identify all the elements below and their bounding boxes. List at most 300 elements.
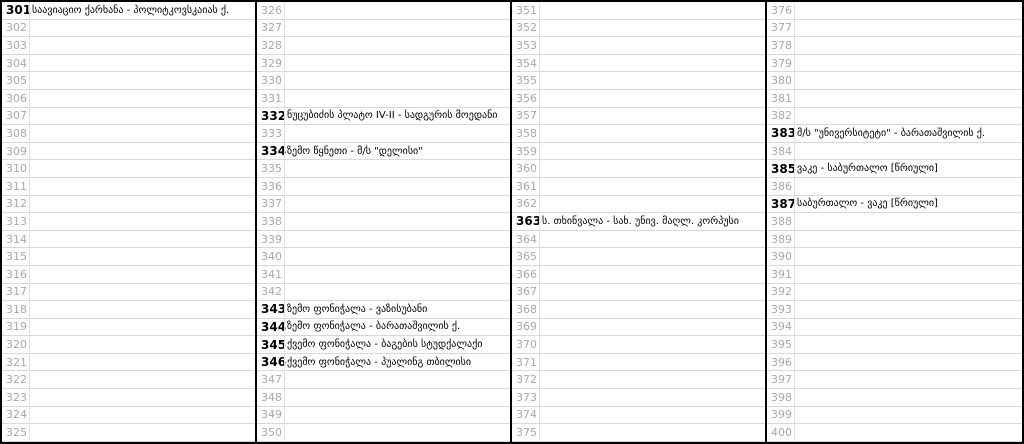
route-number: 352 bbox=[516, 21, 537, 35]
table-row[interactable] bbox=[767, 354, 1022, 372]
row-divider bbox=[794, 196, 795, 213]
route-number: 386 bbox=[771, 179, 792, 193]
route-number: 321 bbox=[6, 355, 27, 369]
table-row[interactable] bbox=[2, 389, 255, 407]
route-number: 373 bbox=[516, 390, 537, 404]
row-divider bbox=[539, 143, 540, 160]
table-row[interactable] bbox=[2, 301, 255, 319]
route-number: 333 bbox=[261, 126, 282, 140]
row-divider bbox=[284, 125, 285, 142]
route-name: ნუცუბიძის პლატო IV-II - სადგურის მოედანი bbox=[287, 110, 498, 122]
route-number: 388 bbox=[771, 214, 792, 228]
route-number: 357 bbox=[516, 109, 537, 123]
route-number: 335 bbox=[261, 162, 282, 176]
route-number: 384 bbox=[771, 144, 792, 158]
route-number: 331 bbox=[261, 91, 282, 105]
table-row[interactable] bbox=[512, 371, 765, 389]
row-divider bbox=[284, 160, 285, 177]
row-divider bbox=[539, 301, 540, 318]
row-divider bbox=[29, 319, 30, 336]
table-row[interactable] bbox=[767, 90, 1022, 108]
table-row[interactable] bbox=[257, 108, 510, 126]
route-number: 347 bbox=[261, 373, 282, 387]
table-row[interactable] bbox=[257, 72, 510, 90]
table-row[interactable] bbox=[512, 178, 765, 196]
table-row[interactable] bbox=[767, 37, 1022, 55]
row-divider bbox=[794, 55, 795, 72]
row-divider bbox=[794, 37, 795, 54]
table-row[interactable] bbox=[767, 407, 1022, 425]
route-number: 306 bbox=[6, 91, 27, 105]
table-row[interactable] bbox=[2, 143, 255, 161]
table-row[interactable] bbox=[2, 178, 255, 196]
route-number: 383 bbox=[771, 126, 797, 141]
table-row[interactable] bbox=[257, 424, 510, 442]
route-number: 397 bbox=[771, 373, 792, 387]
table-row[interactable] bbox=[257, 284, 510, 302]
row-divider bbox=[29, 231, 30, 248]
table-row[interactable] bbox=[257, 266, 510, 284]
table-row[interactable] bbox=[767, 143, 1022, 161]
table-row[interactable] bbox=[767, 125, 1022, 143]
route-name: საბურთალო - ვაკე [წრიული] bbox=[797, 198, 938, 210]
route-number: 381 bbox=[771, 91, 792, 105]
route-number: 372 bbox=[516, 373, 537, 387]
row-divider bbox=[539, 2, 540, 19]
row-divider bbox=[284, 143, 285, 160]
route-number: 344 bbox=[261, 319, 287, 334]
row-divider bbox=[794, 125, 795, 142]
table-row[interactable] bbox=[512, 319, 765, 337]
route-number: 339 bbox=[261, 232, 282, 246]
table-row[interactable] bbox=[2, 160, 255, 178]
route-number: 304 bbox=[6, 56, 27, 70]
row-divider bbox=[29, 284, 30, 301]
table-row[interactable] bbox=[2, 336, 255, 354]
table-row[interactable] bbox=[2, 196, 255, 214]
route-number: 355 bbox=[516, 74, 537, 88]
route-number: 340 bbox=[261, 250, 282, 264]
row-divider bbox=[29, 354, 30, 371]
row-divider bbox=[794, 301, 795, 318]
route-number: 301 bbox=[6, 3, 32, 18]
table-row[interactable] bbox=[767, 284, 1022, 302]
route-number: 303 bbox=[6, 38, 27, 52]
table-row[interactable] bbox=[767, 248, 1022, 266]
route-number: 378 bbox=[771, 38, 792, 52]
table-row[interactable] bbox=[512, 37, 765, 55]
row-divider bbox=[539, 354, 540, 371]
route-number: 309 bbox=[6, 144, 27, 158]
row-divider bbox=[539, 371, 540, 388]
route-number: 353 bbox=[516, 38, 537, 52]
row-divider bbox=[794, 143, 795, 160]
route-number: 343 bbox=[261, 302, 287, 317]
route-number: 320 bbox=[6, 338, 27, 352]
row-divider bbox=[794, 90, 795, 107]
row-divider bbox=[29, 196, 30, 213]
row-divider bbox=[794, 284, 795, 301]
route-number: 369 bbox=[516, 320, 537, 334]
table-row[interactable] bbox=[257, 196, 510, 214]
table-row[interactable] bbox=[2, 125, 255, 143]
table-row[interactable] bbox=[257, 213, 510, 231]
row-divider bbox=[29, 160, 30, 177]
table-row[interactable] bbox=[512, 160, 765, 178]
route-number: 362 bbox=[516, 197, 537, 211]
route-number: 345 bbox=[261, 337, 287, 352]
row-divider bbox=[284, 407, 285, 424]
table-row[interactable] bbox=[2, 407, 255, 425]
table-row[interactable] bbox=[512, 336, 765, 354]
row-divider bbox=[794, 336, 795, 353]
table-row[interactable] bbox=[767, 371, 1022, 389]
route-number: 327 bbox=[261, 21, 282, 35]
table-row[interactable] bbox=[767, 389, 1022, 407]
table-row[interactable] bbox=[257, 55, 510, 73]
row-divider bbox=[539, 248, 540, 265]
row-divider bbox=[284, 371, 285, 388]
route-number: 395 bbox=[771, 338, 792, 352]
row-divider bbox=[539, 20, 540, 37]
row-divider bbox=[539, 125, 540, 142]
table-row[interactable] bbox=[2, 108, 255, 126]
route-number: 350 bbox=[261, 426, 282, 440]
row-divider bbox=[29, 389, 30, 406]
table-row[interactable] bbox=[257, 90, 510, 108]
table-row[interactable] bbox=[512, 213, 765, 231]
route-number: 334 bbox=[261, 144, 287, 159]
route-number: 366 bbox=[516, 267, 537, 281]
route-number: 318 bbox=[6, 302, 27, 316]
row-divider bbox=[284, 354, 285, 371]
row-divider bbox=[29, 2, 30, 19]
table-row[interactable] bbox=[2, 72, 255, 90]
row-divider bbox=[284, 196, 285, 213]
route-number: 364 bbox=[516, 232, 537, 246]
table-column bbox=[512, 2, 767, 442]
row-divider bbox=[539, 336, 540, 353]
row-divider bbox=[29, 424, 30, 441]
route-number: 336 bbox=[261, 179, 282, 193]
table-row[interactable] bbox=[257, 354, 510, 372]
table-row[interactable] bbox=[257, 231, 510, 249]
row-divider bbox=[539, 389, 540, 406]
table-row[interactable] bbox=[767, 55, 1022, 73]
row-divider bbox=[539, 266, 540, 283]
row-divider bbox=[284, 248, 285, 265]
row-divider bbox=[284, 90, 285, 107]
table-row[interactable] bbox=[512, 389, 765, 407]
row-divider bbox=[29, 125, 30, 142]
table-row[interactable] bbox=[767, 424, 1022, 442]
route-number: 379 bbox=[771, 56, 792, 70]
route-number: 310 bbox=[6, 162, 27, 176]
route-number: 349 bbox=[261, 408, 282, 422]
row-divider bbox=[539, 55, 540, 72]
row-divider bbox=[29, 37, 30, 54]
table-row[interactable] bbox=[2, 424, 255, 442]
route-number: 394 bbox=[771, 320, 792, 334]
table-row[interactable] bbox=[2, 55, 255, 73]
row-divider bbox=[29, 336, 30, 353]
table-row[interactable] bbox=[512, 424, 765, 442]
route-number: 325 bbox=[6, 426, 27, 440]
table-row[interactable] bbox=[767, 2, 1022, 20]
row-divider bbox=[539, 178, 540, 195]
table-row[interactable] bbox=[767, 301, 1022, 319]
route-number: 368 bbox=[516, 302, 537, 316]
table-row[interactable] bbox=[257, 20, 510, 38]
route-number: 305 bbox=[6, 74, 27, 88]
table-row[interactable] bbox=[512, 72, 765, 90]
table-row[interactable] bbox=[767, 231, 1022, 249]
route-number: 312 bbox=[6, 197, 27, 211]
route-name: ქვემო ფონიჭალა - პუალინგ თბილისი bbox=[287, 356, 472, 368]
route-name: ზემო ფონიჭალა - ბარათაშვილის ქ. bbox=[287, 321, 461, 333]
route-number: 311 bbox=[6, 179, 27, 193]
row-divider bbox=[29, 301, 30, 318]
route-number: 392 bbox=[771, 285, 792, 299]
route-number: 393 bbox=[771, 302, 792, 316]
row-divider bbox=[794, 319, 795, 336]
table-row[interactable] bbox=[257, 125, 510, 143]
route-number: 313 bbox=[6, 214, 27, 228]
row-divider bbox=[539, 37, 540, 54]
table-row[interactable] bbox=[257, 37, 510, 55]
table-row[interactable] bbox=[512, 407, 765, 425]
row-divider bbox=[539, 196, 540, 213]
table-row[interactable] bbox=[257, 319, 510, 337]
route-number: 356 bbox=[516, 91, 537, 105]
row-divider bbox=[284, 108, 285, 125]
route-number: 387 bbox=[771, 196, 797, 211]
route-number: 341 bbox=[261, 267, 282, 281]
row-divider bbox=[29, 20, 30, 37]
route-number: 328 bbox=[261, 38, 282, 52]
table-column bbox=[767, 2, 1022, 442]
row-divider bbox=[284, 55, 285, 72]
table-row[interactable] bbox=[512, 55, 765, 73]
route-number: 342 bbox=[261, 285, 282, 299]
row-divider bbox=[539, 213, 540, 230]
table-row[interactable] bbox=[2, 2, 255, 20]
route-number: 363 bbox=[516, 214, 542, 229]
row-divider bbox=[539, 160, 540, 177]
table-row[interactable] bbox=[257, 160, 510, 178]
route-number: 348 bbox=[261, 390, 282, 404]
table-row[interactable] bbox=[512, 301, 765, 319]
row-divider bbox=[794, 108, 795, 125]
table-row[interactable] bbox=[512, 354, 765, 372]
route-name: ზემო ფონიჭალა - ვაზისუბანი bbox=[287, 303, 428, 315]
row-divider bbox=[29, 266, 30, 283]
route-number: 400 bbox=[771, 426, 792, 440]
route-number: 322 bbox=[6, 373, 27, 387]
route-number: 319 bbox=[6, 320, 27, 334]
table-row[interactable] bbox=[2, 319, 255, 337]
row-divider bbox=[284, 266, 285, 283]
table-row[interactable] bbox=[2, 90, 255, 108]
table-row[interactable] bbox=[2, 20, 255, 38]
route-number: 314 bbox=[6, 232, 27, 246]
route-number: 307 bbox=[6, 109, 27, 123]
route-number: 399 bbox=[771, 408, 792, 422]
table-row[interactable] bbox=[512, 248, 765, 266]
table-row[interactable] bbox=[257, 2, 510, 20]
route-number: 396 bbox=[771, 355, 792, 369]
route-name: საავიაციო ქარხანა - პოლიტკოვსკაიას ქ. bbox=[32, 4, 230, 16]
table-row[interactable] bbox=[257, 371, 510, 389]
row-divider bbox=[284, 284, 285, 301]
route-number: 317 bbox=[6, 285, 27, 299]
route-number: 316 bbox=[6, 267, 27, 281]
route-number: 376 bbox=[771, 3, 792, 17]
table-row[interactable] bbox=[257, 407, 510, 425]
table-row[interactable] bbox=[2, 213, 255, 231]
table-row[interactable] bbox=[2, 266, 255, 284]
route-number: 346 bbox=[261, 355, 287, 370]
route-number: 375 bbox=[516, 426, 537, 440]
table-row[interactable] bbox=[767, 108, 1022, 126]
row-divider bbox=[539, 90, 540, 107]
table-row[interactable] bbox=[512, 231, 765, 249]
route-number: 389 bbox=[771, 232, 792, 246]
row-divider bbox=[794, 389, 795, 406]
route-name: მ/ს "უნივერსიტეტი" - ბარათაშვილის ქ. bbox=[797, 127, 986, 139]
row-divider bbox=[284, 20, 285, 37]
route-number: 324 bbox=[6, 408, 27, 422]
route-number: 337 bbox=[261, 197, 282, 211]
route-number: 315 bbox=[6, 250, 27, 264]
table-row[interactable] bbox=[512, 90, 765, 108]
row-divider bbox=[794, 213, 795, 230]
route-number: 367 bbox=[516, 285, 537, 299]
table-row[interactable] bbox=[767, 160, 1022, 178]
row-divider bbox=[284, 72, 285, 89]
route-number: 302 bbox=[6, 21, 27, 35]
table-column bbox=[257, 2, 512, 442]
table-row[interactable] bbox=[257, 301, 510, 319]
table-row[interactable] bbox=[767, 319, 1022, 337]
route-number: 329 bbox=[261, 56, 282, 70]
route-number: 338 bbox=[261, 214, 282, 228]
table-row[interactable] bbox=[767, 20, 1022, 38]
row-divider bbox=[539, 424, 540, 441]
row-divider bbox=[29, 108, 30, 125]
table-row[interactable] bbox=[512, 143, 765, 161]
row-divider bbox=[29, 72, 30, 89]
table-row[interactable] bbox=[512, 125, 765, 143]
row-divider bbox=[794, 424, 795, 441]
route-number: 358 bbox=[516, 126, 537, 140]
route-number: 332 bbox=[261, 108, 287, 123]
route-number: 326 bbox=[261, 3, 282, 17]
row-divider bbox=[794, 407, 795, 424]
row-divider bbox=[539, 231, 540, 248]
route-number: 308 bbox=[6, 126, 27, 140]
row-divider bbox=[29, 178, 30, 195]
table-row[interactable] bbox=[257, 143, 510, 161]
route-number: 380 bbox=[771, 74, 792, 88]
table-row[interactable] bbox=[512, 284, 765, 302]
row-divider bbox=[794, 160, 795, 177]
row-divider bbox=[794, 20, 795, 37]
table-row[interactable] bbox=[767, 196, 1022, 214]
row-divider bbox=[284, 213, 285, 230]
table-row[interactable] bbox=[512, 108, 765, 126]
table-row[interactable] bbox=[257, 336, 510, 354]
route-number: 354 bbox=[516, 56, 537, 70]
table-row[interactable] bbox=[2, 371, 255, 389]
row-divider bbox=[794, 72, 795, 89]
row-divider bbox=[539, 407, 540, 424]
row-divider bbox=[29, 143, 30, 160]
route-name: ვაკე - საბურთალო [წრიული] bbox=[797, 163, 938, 175]
route-number: 330 bbox=[261, 74, 282, 88]
row-divider bbox=[794, 178, 795, 195]
row-divider bbox=[794, 2, 795, 19]
table-row[interactable] bbox=[767, 336, 1022, 354]
route-number: 398 bbox=[771, 390, 792, 404]
row-divider bbox=[284, 2, 285, 19]
table-row[interactable] bbox=[2, 248, 255, 266]
table-row[interactable] bbox=[512, 196, 765, 214]
row-divider bbox=[284, 37, 285, 54]
route-number: 382 bbox=[771, 109, 792, 123]
route-number: 390 bbox=[771, 250, 792, 264]
table-row[interactable] bbox=[767, 72, 1022, 90]
table-row[interactable] bbox=[2, 284, 255, 302]
table-row[interactable] bbox=[2, 37, 255, 55]
table-column bbox=[2, 2, 257, 442]
table-row[interactable] bbox=[2, 354, 255, 372]
row-divider bbox=[29, 55, 30, 72]
table-row[interactable] bbox=[767, 266, 1022, 284]
row-divider bbox=[29, 213, 30, 230]
row-divider bbox=[284, 301, 285, 318]
row-divider bbox=[29, 248, 30, 265]
table-row[interactable] bbox=[257, 248, 510, 266]
row-divider bbox=[29, 371, 30, 388]
table-row[interactable] bbox=[257, 178, 510, 196]
table-row[interactable] bbox=[512, 20, 765, 38]
route-number: 385 bbox=[771, 161, 797, 176]
table-row[interactable] bbox=[512, 2, 765, 20]
route-number: 323 bbox=[6, 390, 27, 404]
table-row[interactable] bbox=[257, 389, 510, 407]
route-name: ქვემო ფონიჭალა - ბაგების სტუდქალაქი bbox=[287, 339, 483, 351]
row-divider bbox=[794, 266, 795, 283]
table-row[interactable] bbox=[767, 178, 1022, 196]
route-number: 359 bbox=[516, 144, 537, 158]
route-number: 351 bbox=[516, 3, 537, 17]
row-divider bbox=[29, 90, 30, 107]
route-number: 377 bbox=[771, 21, 792, 35]
table-row[interactable] bbox=[2, 231, 255, 249]
route-number: 361 bbox=[516, 179, 537, 193]
row-divider bbox=[794, 371, 795, 388]
row-divider bbox=[284, 336, 285, 353]
table-row[interactable] bbox=[512, 266, 765, 284]
row-divider bbox=[284, 424, 285, 441]
row-divider bbox=[794, 354, 795, 371]
route-name: ზემო წყნეთი - მ/ს "დელისი" bbox=[287, 145, 423, 157]
table-row[interactable] bbox=[767, 213, 1022, 231]
route-number: 391 bbox=[771, 267, 792, 281]
row-divider bbox=[284, 389, 285, 406]
row-divider bbox=[539, 108, 540, 125]
